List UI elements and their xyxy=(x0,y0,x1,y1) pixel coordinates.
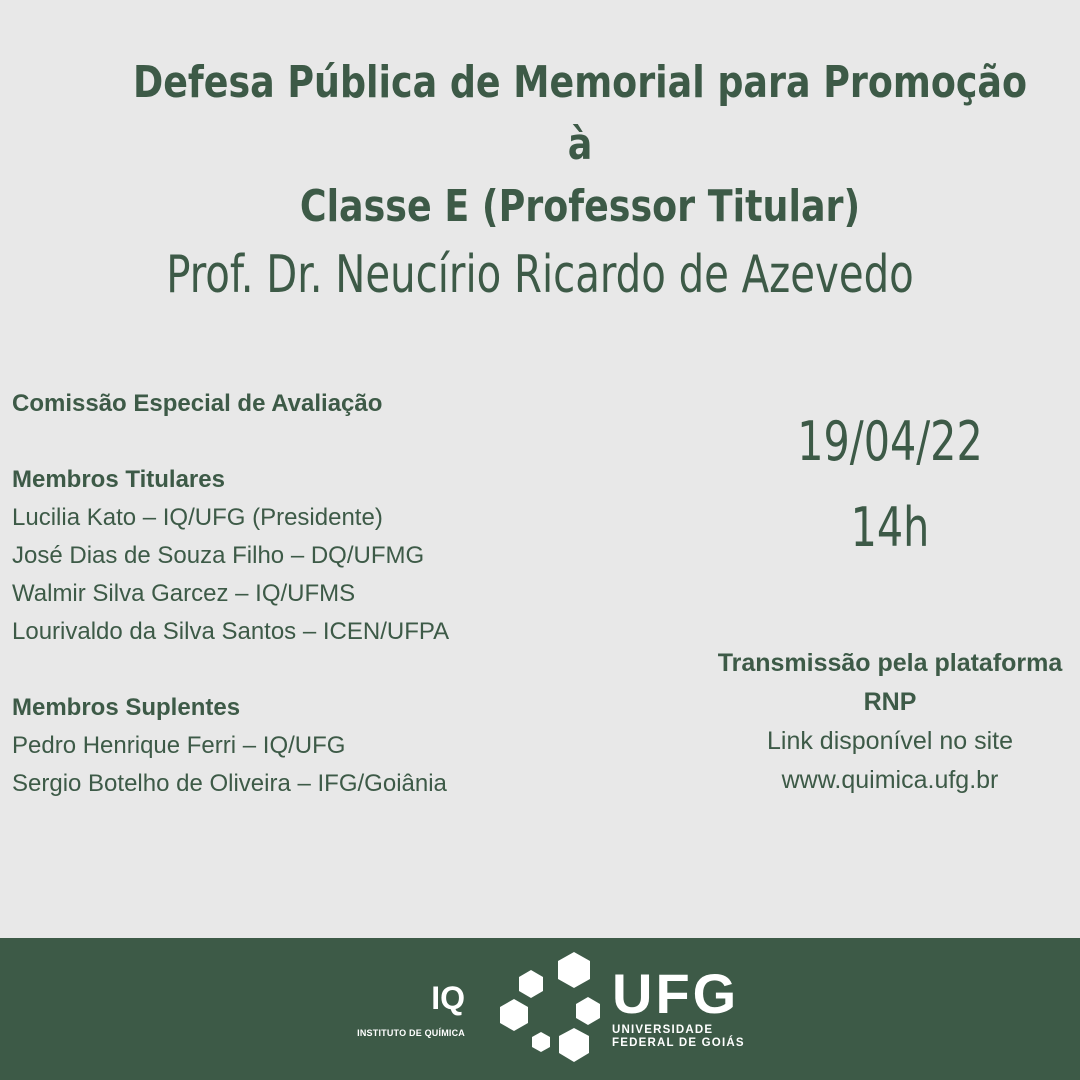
titular-member: Walmir Silva Garcez – IQ/UFMS xyxy=(12,580,356,607)
committee-heading: Comissão Especial de Avaliação xyxy=(12,390,383,417)
titular-member: Lucilia Kato – IQ/UFG (Presidente) xyxy=(12,504,383,531)
suplente-member: Sergio Botelho de Oliveira – IFG/Goiânia xyxy=(12,770,447,797)
website-link[interactable]: www.quimica.ufg.br xyxy=(781,766,999,794)
ufg-logo-text xyxy=(612,962,745,1050)
spacer xyxy=(12,651,652,689)
event-time: 14h xyxy=(850,496,930,559)
ufg-line2: FEDERAL DE GOIÁS xyxy=(612,1037,745,1049)
event-title xyxy=(129,52,1031,238)
titular-member: José Dias de Souza Filho – DQ/UFMG xyxy=(12,542,425,569)
titulares-heading: Membros Titulares xyxy=(12,466,225,493)
ufg-hexagon-cluster-icon xyxy=(490,944,610,1074)
event-title-line2: Classe E (Professor Titular) xyxy=(299,181,861,232)
transmission-line1: Transmissão pela plataforma xyxy=(717,649,1063,677)
iq-logo xyxy=(355,980,465,1040)
candidate-name: Prof. Dr. Neucírio Ricardo de Azevedo xyxy=(166,245,914,305)
footer-bar xyxy=(0,938,1080,1080)
iq-abbrev: IQ xyxy=(431,980,465,1016)
transmission-line2: RNP xyxy=(863,688,917,716)
committee-section xyxy=(12,385,652,803)
ufg-abbrev: UFG xyxy=(612,962,740,1025)
transmission-line3: Link disponível no site xyxy=(767,727,1013,755)
suplentes-heading: Membros Suplentes xyxy=(12,694,241,721)
transmission-info xyxy=(700,644,1080,800)
titular-member: Lourivaldo da Silva Santos – ICEN/UFPA xyxy=(12,618,450,645)
iq-name: INSTITUTO DE QUÍMICA xyxy=(357,1028,465,1038)
spacer xyxy=(12,423,652,461)
event-date: 19/04/22 xyxy=(797,410,983,473)
event-title-line1: Defesa Pública de Memorial para Promoção à xyxy=(132,57,1028,170)
ufg-line1: UNIVERSIDADE xyxy=(612,1024,714,1036)
suplente-member: Pedro Henrique Ferri – IQ/UFG xyxy=(12,732,346,759)
